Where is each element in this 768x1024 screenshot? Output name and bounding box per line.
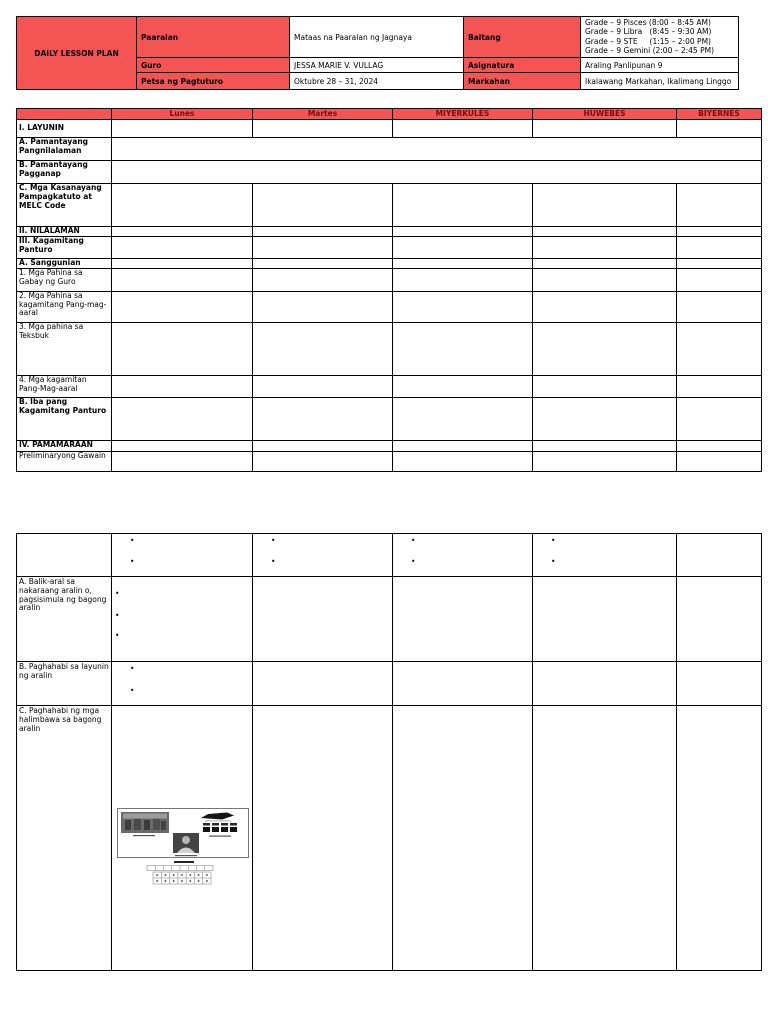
photo-portrait bbox=[173, 833, 199, 856]
day-cell bbox=[112, 451, 253, 471]
bullet: • bbox=[130, 556, 135, 566]
row-label-kagamitan-pang-mag-aaral: 4. Mga kagamitan Pang-Mag-aaral bbox=[17, 375, 112, 397]
day-header-biyernes: BIYERNES bbox=[677, 109, 762, 120]
table-row bbox=[17, 291, 762, 322]
quarter-value: Ikalawang Markahan, Ikalimang Linggo bbox=[581, 73, 739, 90]
row-label-teksbuk: 3. Mga pahina sa Teksbuk bbox=[17, 322, 112, 375]
day-cell bbox=[533, 451, 677, 471]
day-cell bbox=[112, 237, 253, 259]
row-label-layunin: I. LAYUNIN bbox=[17, 120, 112, 138]
table-row bbox=[17, 662, 762, 706]
day-cell bbox=[533, 706, 677, 971]
day-cell bbox=[393, 375, 533, 397]
day-cell bbox=[677, 237, 762, 259]
day-cell bbox=[393, 120, 533, 138]
day-cell bbox=[112, 397, 253, 440]
day-cell bbox=[677, 451, 762, 471]
grade-schedule-line: Grade – 9 STE (1:15 – 2:00 PM) bbox=[585, 36, 711, 46]
day-cell bbox=[533, 397, 677, 440]
day-header-miyerkules: MIYERKULES bbox=[393, 109, 533, 120]
day-cell bbox=[112, 322, 253, 375]
row-label-gabay-ng-guro: 1. Mga Pahina sa Gabay ng Guro bbox=[17, 268, 112, 291]
table-row bbox=[17, 237, 762, 259]
row-label-paghahabi-layunin: B. Paghahabi sa layunin ng aralin bbox=[17, 662, 112, 706]
day-cell bbox=[533, 227, 677, 237]
school-label: Paaralan bbox=[137, 17, 290, 58]
day-cell bbox=[677, 259, 762, 269]
bullet: • bbox=[271, 556, 276, 566]
bullet: • bbox=[115, 588, 120, 598]
day-cell bbox=[533, 322, 677, 375]
day-cell bbox=[533, 237, 677, 259]
merged-cell bbox=[112, 161, 762, 184]
bullet-cell-lunes bbox=[112, 662, 253, 706]
table-row bbox=[17, 706, 762, 971]
table-row bbox=[17, 259, 762, 269]
day-cell bbox=[393, 451, 533, 471]
day-header-martes: Martes bbox=[253, 109, 393, 120]
day-cell bbox=[253, 268, 393, 291]
day-cell bbox=[112, 268, 253, 291]
day-cell bbox=[393, 237, 533, 259]
day-cell bbox=[253, 322, 393, 375]
image-cell-lunes bbox=[112, 706, 253, 971]
row-label-kasanayang-pampagkatuto: C. Mga Kasanayang Pampagkatuto at MELC Code bbox=[17, 184, 112, 227]
table-row bbox=[17, 268, 762, 291]
bullet: • bbox=[551, 556, 556, 566]
day-cell bbox=[253, 451, 393, 471]
day-cell bbox=[112, 375, 253, 397]
day-cell bbox=[393, 184, 533, 227]
grade-schedule-line: Grade – 9 Gemini (2:00 – 2:45 PM) bbox=[585, 46, 715, 56]
day-cell bbox=[253, 237, 393, 259]
day-cell bbox=[253, 120, 393, 138]
day-cell bbox=[533, 120, 677, 138]
day-cell bbox=[253, 259, 393, 269]
lesson-plan-header-table bbox=[16, 16, 739, 90]
day-cell bbox=[393, 268, 533, 291]
day-cell bbox=[112, 120, 253, 138]
day-cell bbox=[253, 397, 393, 440]
day-cell bbox=[677, 120, 762, 138]
day-cell bbox=[253, 662, 393, 706]
quarter-label: Markahan bbox=[464, 73, 581, 90]
row-label-pamamaraan: IV. PAMAMARAAN bbox=[17, 440, 112, 451]
day-cell bbox=[677, 227, 762, 237]
day-cell bbox=[533, 268, 677, 291]
bullet: • bbox=[130, 663, 135, 673]
day-cell bbox=[533, 184, 677, 227]
row-label-pamantayang-pagganap: B. Pamantayang Pagganap bbox=[17, 161, 112, 184]
grade-schedule-line: Grade – 9 Pisces (8:00 – 8:45 AM) bbox=[585, 18, 711, 27]
row-label-kagamitang-panturo: III. Kagamitang Panturo bbox=[17, 237, 112, 259]
bullet: • bbox=[115, 610, 120, 620]
bullet-cell-miyerkules bbox=[393, 534, 533, 577]
table-row bbox=[17, 161, 762, 184]
table-row bbox=[17, 577, 762, 662]
bullet-list bbox=[114, 589, 250, 640]
day-cell bbox=[393, 397, 533, 440]
day-cell bbox=[393, 322, 533, 375]
table-row bbox=[17, 322, 762, 375]
day-cell bbox=[677, 322, 762, 375]
date-label: Petsa ng Pagtuturo bbox=[137, 73, 290, 90]
day-cell bbox=[677, 706, 762, 971]
row-label-kagamitang-pang-mag-aaral: 2. Mga Pahina sa kagamitang Pang-mag-aaral bbox=[17, 291, 112, 322]
grade-schedule-line: Grade – 9 Libra (8:45 – 9:30 AM) bbox=[585, 27, 712, 37]
row-label-sanggunian: A. Sanggunian bbox=[17, 259, 112, 269]
day-cell bbox=[533, 662, 677, 706]
day-cell bbox=[393, 662, 533, 706]
day-cell bbox=[677, 662, 762, 706]
table-row bbox=[17, 227, 762, 237]
table-row bbox=[17, 397, 762, 440]
bullet-cell-lunes bbox=[112, 577, 253, 662]
bullet: • bbox=[411, 556, 416, 566]
day-cell bbox=[253, 577, 393, 662]
day-cell bbox=[533, 259, 677, 269]
bullet: • bbox=[130, 685, 135, 695]
day-cell bbox=[677, 291, 762, 322]
day-cell bbox=[533, 375, 677, 397]
bullet-list bbox=[535, 536, 674, 566]
bullet: • bbox=[271, 535, 276, 545]
grade-schedule bbox=[581, 17, 739, 58]
day-cell bbox=[393, 706, 533, 971]
day-cell bbox=[253, 227, 393, 237]
day-cell bbox=[677, 440, 762, 451]
bullet-cell-lunes bbox=[112, 534, 253, 577]
day-header-row bbox=[17, 109, 762, 120]
photo-group-people bbox=[121, 812, 169, 836]
letter-grid bbox=[147, 861, 213, 884]
day-cell bbox=[677, 268, 762, 291]
table-row bbox=[17, 138, 762, 161]
bullet-list bbox=[114, 664, 250, 695]
day-cell bbox=[112, 184, 253, 227]
day-cell bbox=[253, 706, 393, 971]
procedure-table bbox=[16, 533, 762, 971]
day-cell bbox=[533, 440, 677, 451]
bullet-cell-huwebes bbox=[533, 534, 677, 577]
bullet-list bbox=[255, 536, 390, 566]
table-row bbox=[17, 451, 762, 471]
day-cell bbox=[393, 440, 533, 451]
day-cell bbox=[677, 577, 762, 662]
table-row bbox=[17, 120, 762, 138]
day-cell bbox=[533, 291, 677, 322]
day-cell bbox=[112, 259, 253, 269]
bullet-list bbox=[114, 536, 250, 566]
day-cell bbox=[677, 534, 762, 577]
row-label-nilalaman: II. NILALAMAN bbox=[17, 227, 112, 237]
day-cell bbox=[112, 291, 253, 322]
row-label-iba-pang-kagamitang-panturo: B. Iba pang Kagamitang Panturo bbox=[17, 397, 112, 440]
table-row bbox=[17, 184, 762, 227]
merged-cell bbox=[112, 138, 762, 161]
day-cell bbox=[253, 184, 393, 227]
day-cell bbox=[112, 440, 253, 451]
day-cell bbox=[677, 184, 762, 227]
day-header-lunes: Lunes bbox=[112, 109, 253, 120]
bullet-list bbox=[395, 536, 530, 566]
bullet: • bbox=[115, 630, 120, 640]
bullet: • bbox=[130, 535, 135, 545]
row-label-pamantayang-pangnilalaman: A. Pamantayang Pangnilalaman bbox=[17, 138, 112, 161]
bullet: • bbox=[411, 535, 416, 545]
table-row bbox=[17, 534, 762, 577]
header-row-school bbox=[17, 17, 739, 58]
day-header-huwebes: HUWEBES bbox=[533, 109, 677, 120]
school-value: Mataas na Paaralan ng Jagnaya bbox=[290, 17, 464, 58]
bullet-cell-martes bbox=[253, 534, 393, 577]
table-row bbox=[17, 375, 762, 397]
day-cell bbox=[393, 259, 533, 269]
row-label-balik-aral: A. Balik-aral sa nakaraang aralin o, pagsisimula ng bagong aralin bbox=[17, 577, 112, 662]
row-label-paghahabi-halimbawa: C. Paghahabi ng mga halimbawa sa bagong aralin bbox=[17, 706, 112, 971]
subject-value: Araling Panlipunan 9 bbox=[581, 58, 739, 73]
header-blank-cell bbox=[17, 109, 112, 120]
bullet: • bbox=[551, 535, 556, 545]
date-value: Oktubre 28 – 31, 2024 bbox=[290, 73, 464, 90]
day-cell bbox=[533, 577, 677, 662]
grade-label: Baitang bbox=[464, 17, 581, 58]
row-label-preliminaryong-gawain: Preliminaryong Gawain bbox=[17, 451, 112, 471]
day-cell bbox=[253, 291, 393, 322]
day-cell bbox=[677, 375, 762, 397]
day-cell bbox=[112, 227, 253, 237]
day-cell bbox=[393, 577, 533, 662]
teacher-label: Guro bbox=[137, 58, 290, 73]
teacher-value: JESSA MARIE V. VULLAG bbox=[290, 58, 464, 73]
document-title: DAILY LESSON PLAN bbox=[17, 17, 137, 90]
day-cell bbox=[393, 291, 533, 322]
day-cell bbox=[677, 397, 762, 440]
lesson-plan-table bbox=[16, 108, 762, 472]
subject-label: Asignatura bbox=[464, 58, 581, 73]
worksheet-activity-image bbox=[117, 808, 249, 886]
day-cell bbox=[253, 375, 393, 397]
table-row bbox=[17, 440, 762, 451]
day-cell bbox=[253, 440, 393, 451]
blank-label-cell bbox=[17, 534, 112, 577]
day-cell bbox=[393, 227, 533, 237]
